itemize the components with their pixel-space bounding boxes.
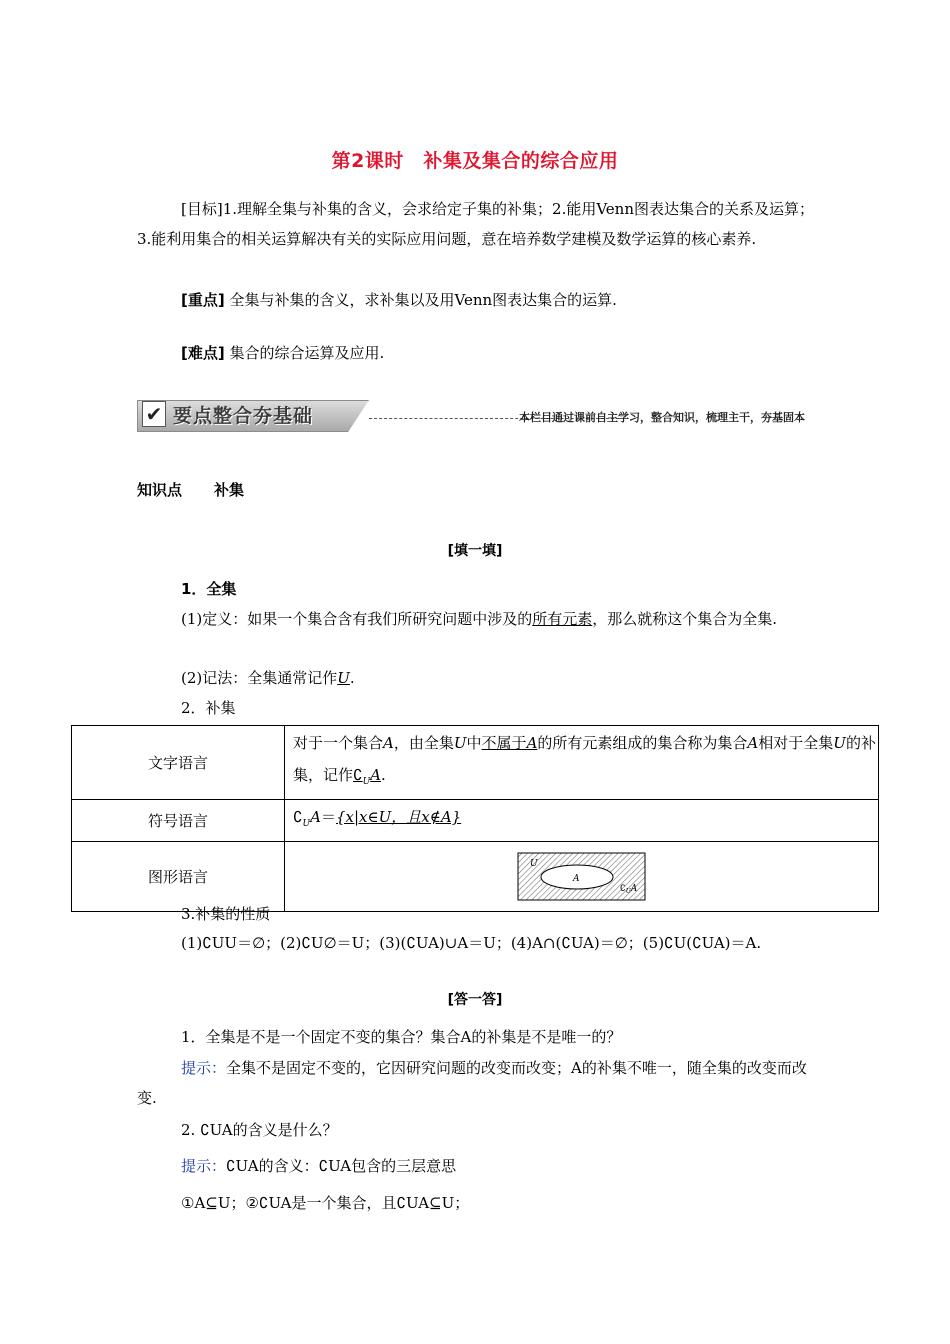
knowledge-heading [137,479,244,500]
section1-title: 1．全集 [181,580,237,598]
knowledge-label: 知识点 [137,481,183,499]
key-text: 全集与补集的含义，求补集以及用Venn图表达集合的运算. [229,291,617,309]
table-row [72,800,879,842]
complement-table [71,725,879,912]
section1-notation: (2)记法：全集通常记作U. [181,669,355,687]
row-label-symbolic: 符号语言 [72,800,285,842]
answer-heading: [答一答] [447,992,503,1008]
section1-definition: (1)定义：如果一个集合含有我们所研究问题中涉及的所有元素，那么就称这个集合为全集. [181,610,778,628]
answer-blank-set: {x|x∈U，且x∉A} [336,808,462,826]
knowledge-topic: 补集 [214,481,245,499]
hint-label: 提示： [181,1059,227,1077]
key-label: [重点] [181,291,225,309]
answer-blank-all-elements: 所有元素 [532,610,593,628]
question-2: 2. ∁UA的含义是什么？ [181,1121,338,1139]
venn-diagram [517,852,647,902]
fill-heading: [填一填] [447,543,503,559]
difficulty-paragraph [137,338,815,368]
venn-label-complement: $∁_UA$ [619,883,637,895]
row-label-verbal: 文字语言 [72,726,285,800]
hint-label: 提示： [181,1157,227,1175]
row-label-graphical: 图形语言 [72,842,285,912]
properties-line: (1)∁UU＝∅；(2)∁U∅＝U；(3)(∁UA)∪A＝U；(4)A∩(∁UA)＝∅；(5)∁U(∁UA)＝A. [181,934,762,952]
table-row [72,726,879,800]
section-banner [137,398,805,432]
banner-title: 要点整合夯基础 [173,405,314,427]
venn-label-A: A [572,873,579,884]
page-title: 第2课时 补集及集合的综合应用 [331,150,619,172]
banner-note: 本栏目通过课前自主学习，整合知识，梳理主干，夯基固本 [519,411,805,424]
question-1: 1．全集是不是一个固定不变的集合？集合A的补集是不是唯一的？ [181,1028,622,1046]
check-icon: ✔ [142,401,166,427]
goals-paragraph [137,194,815,254]
answer-2-line: ①A⊆U；②∁UA是一个集合，且∁UA⊆U； [181,1194,470,1212]
row-value-symbolic: $∁_UA=\{x|x\in U$，且x∉A} [285,800,879,842]
goals-label: [目标] [181,200,223,218]
answer-1: 提示：全集不是固定不变的，它因研究问题的改变而改变；A的补集不唯一，随全集的改变而改变. [137,1059,807,1107]
goals-text: 1.理解全集与补集的含义，会求给定子集的补集；2.能用Venn图表达集合的关系及运算；3.能利用集合的相关运算解决有关的实际应用问题，意在培养数学建模及数学运算的核心素养. [137,200,814,248]
answer-2: 提示：∁UA的含义：∁UA包含的三层意思 [181,1157,457,1175]
difficulty-label: [难点] [181,344,225,362]
section2-title: 2．补集 [181,699,236,717]
row-value-verbal: 对于一个集合A，由全集U中不属于A的所有元素组成的集合称为集合A相对于全集U的补集，记作$∁_UA$. [285,726,879,800]
answer-blank-U: U [337,669,350,687]
properties-title: 3.补集的性质 [181,905,271,923]
venn-label-U: U [529,858,538,869]
key-paragraph [137,285,815,315]
difficulty-text: 集合的综合运算及应用. [229,344,385,362]
